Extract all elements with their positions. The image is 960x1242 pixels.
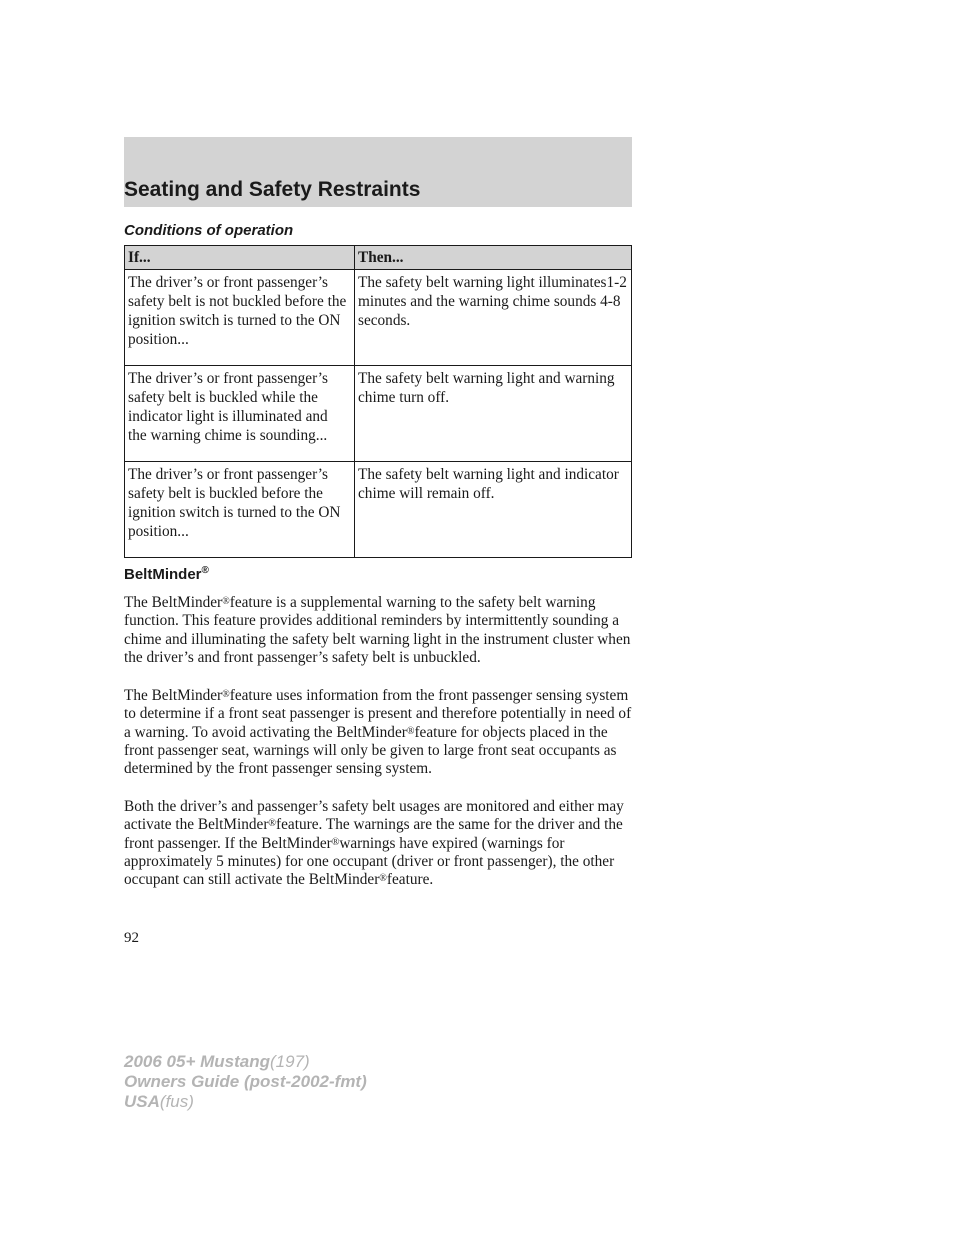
- column-header-if: If...: [125, 246, 355, 270]
- footer-market: USA: [124, 1092, 160, 1111]
- table-row: [125, 270, 632, 366]
- condition-if-cell: The driver’s or front passenger’s safety belt is buckled while the indicator light is illuminated and the warning chime is sounding...: [125, 366, 355, 462]
- document-footer: [124, 1052, 367, 1112]
- condition-then-cell: The safety belt warning light and warning chime turn off.: [355, 366, 632, 462]
- footer-market-code: (fus): [159, 1092, 194, 1111]
- beltminder-heading: BeltMinder®: [124, 565, 209, 583]
- condition-if-cell: The driver’s or front passenger’s safety belt is not buckled before the ignition switch is turned to the ON position...: [125, 270, 355, 366]
- conditions-title: Conditions of operation: [124, 222, 294, 239]
- beltminder-paragraph-2: The BeltMinder®feature uses information from the front passenger sensing system to determine if a front seat passenger is present and therefore potentially in need of a warning. To avoid activating the BeltMinder®feature for objects placed in the front passenger seat, warnings will only be given to large front seat occupants as determined by the front passenger sensing system.: [124, 687, 632, 778]
- page-header-title: Seating and Safety Restraints: [124, 178, 421, 201]
- table-row: [125, 462, 632, 558]
- registered-mark: ®: [201, 565, 209, 576]
- footer-guide: Owners Guide (post-2002-fmt): [124, 1072, 367, 1091]
- conditions-table: [124, 245, 632, 558]
- condition-then-cell: The safety belt warning light illuminates1-2 minutes and the warning chime sounds 4-8 seconds.: [355, 270, 632, 366]
- condition-if-cell: The driver’s or front passenger’s safety belt is buckled before the ignition switch is turned to the ON position...: [125, 462, 355, 558]
- page-number: 92: [124, 930, 139, 946]
- footer-model: 2006 05+ Mustang: [124, 1052, 270, 1071]
- table-header-row: [125, 246, 632, 270]
- condition-then-cell: The safety belt warning light and indicator chime will remain off.: [355, 462, 632, 558]
- footer-model-code: (197): [270, 1052, 310, 1071]
- table-row: [125, 366, 632, 462]
- beltminder-paragraph-1: The BeltMinder®feature is a supplemental warning to the safety belt warning function. This feature provides additional reminders by intermittently sounding a chime and illuminating the safety belt warning light in the instrument cluster when the driver’s and front passenger’s safety belt is unbuckled.: [124, 594, 631, 666]
- column-header-then: Then...: [355, 246, 632, 270]
- beltminder-paragraph-3: Both the driver’s and passenger’s safety belt usages are monitored and either may activate the BeltMinder®feature. The warnings are the same for the driver and the front passenger. If the BeltMinder®warnings have expired (warnings for approximately 5 minutes) for one occupant (driver or front passenger), the other occupant can still activate the BeltMinder®feature.: [124, 798, 624, 889]
